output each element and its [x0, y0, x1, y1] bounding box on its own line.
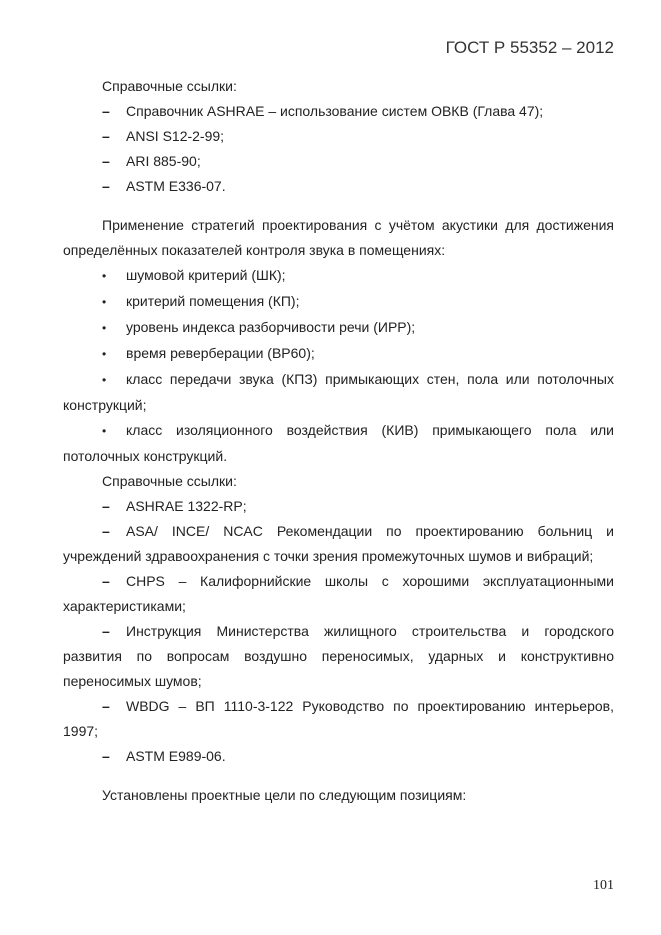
dash-marker: – — [102, 748, 110, 764]
section3-heading: Справочные ссылки: — [102, 473, 237, 489]
dash-marker: – — [102, 153, 110, 169]
section4-text: Установлены проектные цели по следующим позициям: — [102, 787, 467, 803]
list-item: – ASTM E989-06. — [63, 744, 614, 769]
section2-intro: Применение стратегий проектирования с учётом акустики для достижения определённых показателей контроля звука в помещениях: — [63, 217, 614, 258]
dash-marker: – — [102, 698, 110, 714]
bullet-marker: • — [102, 295, 107, 309]
list-item: – ASTM E336-07. — [63, 174, 614, 199]
list-item: – CHPS – Калифорнийские школы с хорошими эксплуатационными характеристиками; — [63, 569, 614, 619]
bullet-marker: • — [102, 269, 107, 283]
bullet-marker: • — [102, 321, 107, 335]
dash-marker: – — [102, 623, 110, 639]
bullet-item: • шумовой критерий (ШК); — [63, 263, 614, 289]
list-item: – WBDG – ВП 1110-3-122 Руководство по проектированию интерьеров, 1997; — [63, 694, 614, 744]
list-item: – Справочник ASHRAE – использование систем ОВКВ (Глава 47); — [63, 99, 614, 124]
list-item: – ASA/ INCE/ NCAC Рекомендации по проектированию больниц и учреждений здравоохранения с точки зрения промежуточных шумов и вибраций; — [63, 519, 614, 569]
document-header: ГОСТ Р 55352 – 2012 — [445, 38, 614, 57]
bullet-marker: • — [102, 373, 107, 387]
list-item: – ARI 885-90; — [63, 149, 614, 174]
bullet-marker: • — [102, 424, 107, 438]
bullet-item: • класс изоляционного воздействия (КИВ) примыкающего пола или потолочных конструкций. — [63, 418, 614, 469]
page-body — [63, 74, 614, 808]
dash-marker: – — [102, 573, 110, 589]
bullet-item: • уровень индекса разборчивости речи (ИРР); — [63, 315, 614, 341]
bullet-item: • время реверберации (ВР60); — [63, 341, 614, 367]
bullet-item: • критерий помещения (КП); — [63, 289, 614, 315]
page-number: 101 — [593, 878, 614, 893]
bullet-item: • класс передачи звука (КПЗ) примыкающих стен, пола или потолочных конструкций; — [63, 367, 614, 418]
dash-marker: – — [102, 523, 110, 539]
dash-marker: – — [102, 178, 110, 194]
list-item: – ASHRAE 1322-RP; — [63, 494, 614, 519]
dash-marker: – — [102, 103, 110, 119]
dash-marker: – — [102, 128, 110, 144]
section1-heading: Справочные ссылки: — [102, 78, 237, 94]
list-item: – ANSI S12-2-99; — [63, 124, 614, 149]
list-item: – Инструкция Министерства жилищного строительства и городского развития по вопросам воздушно переносимых, ударных и конструктивно переносимых шумов; — [63, 619, 614, 694]
bullet-marker: • — [102, 347, 107, 361]
dash-marker: – — [102, 498, 110, 514]
